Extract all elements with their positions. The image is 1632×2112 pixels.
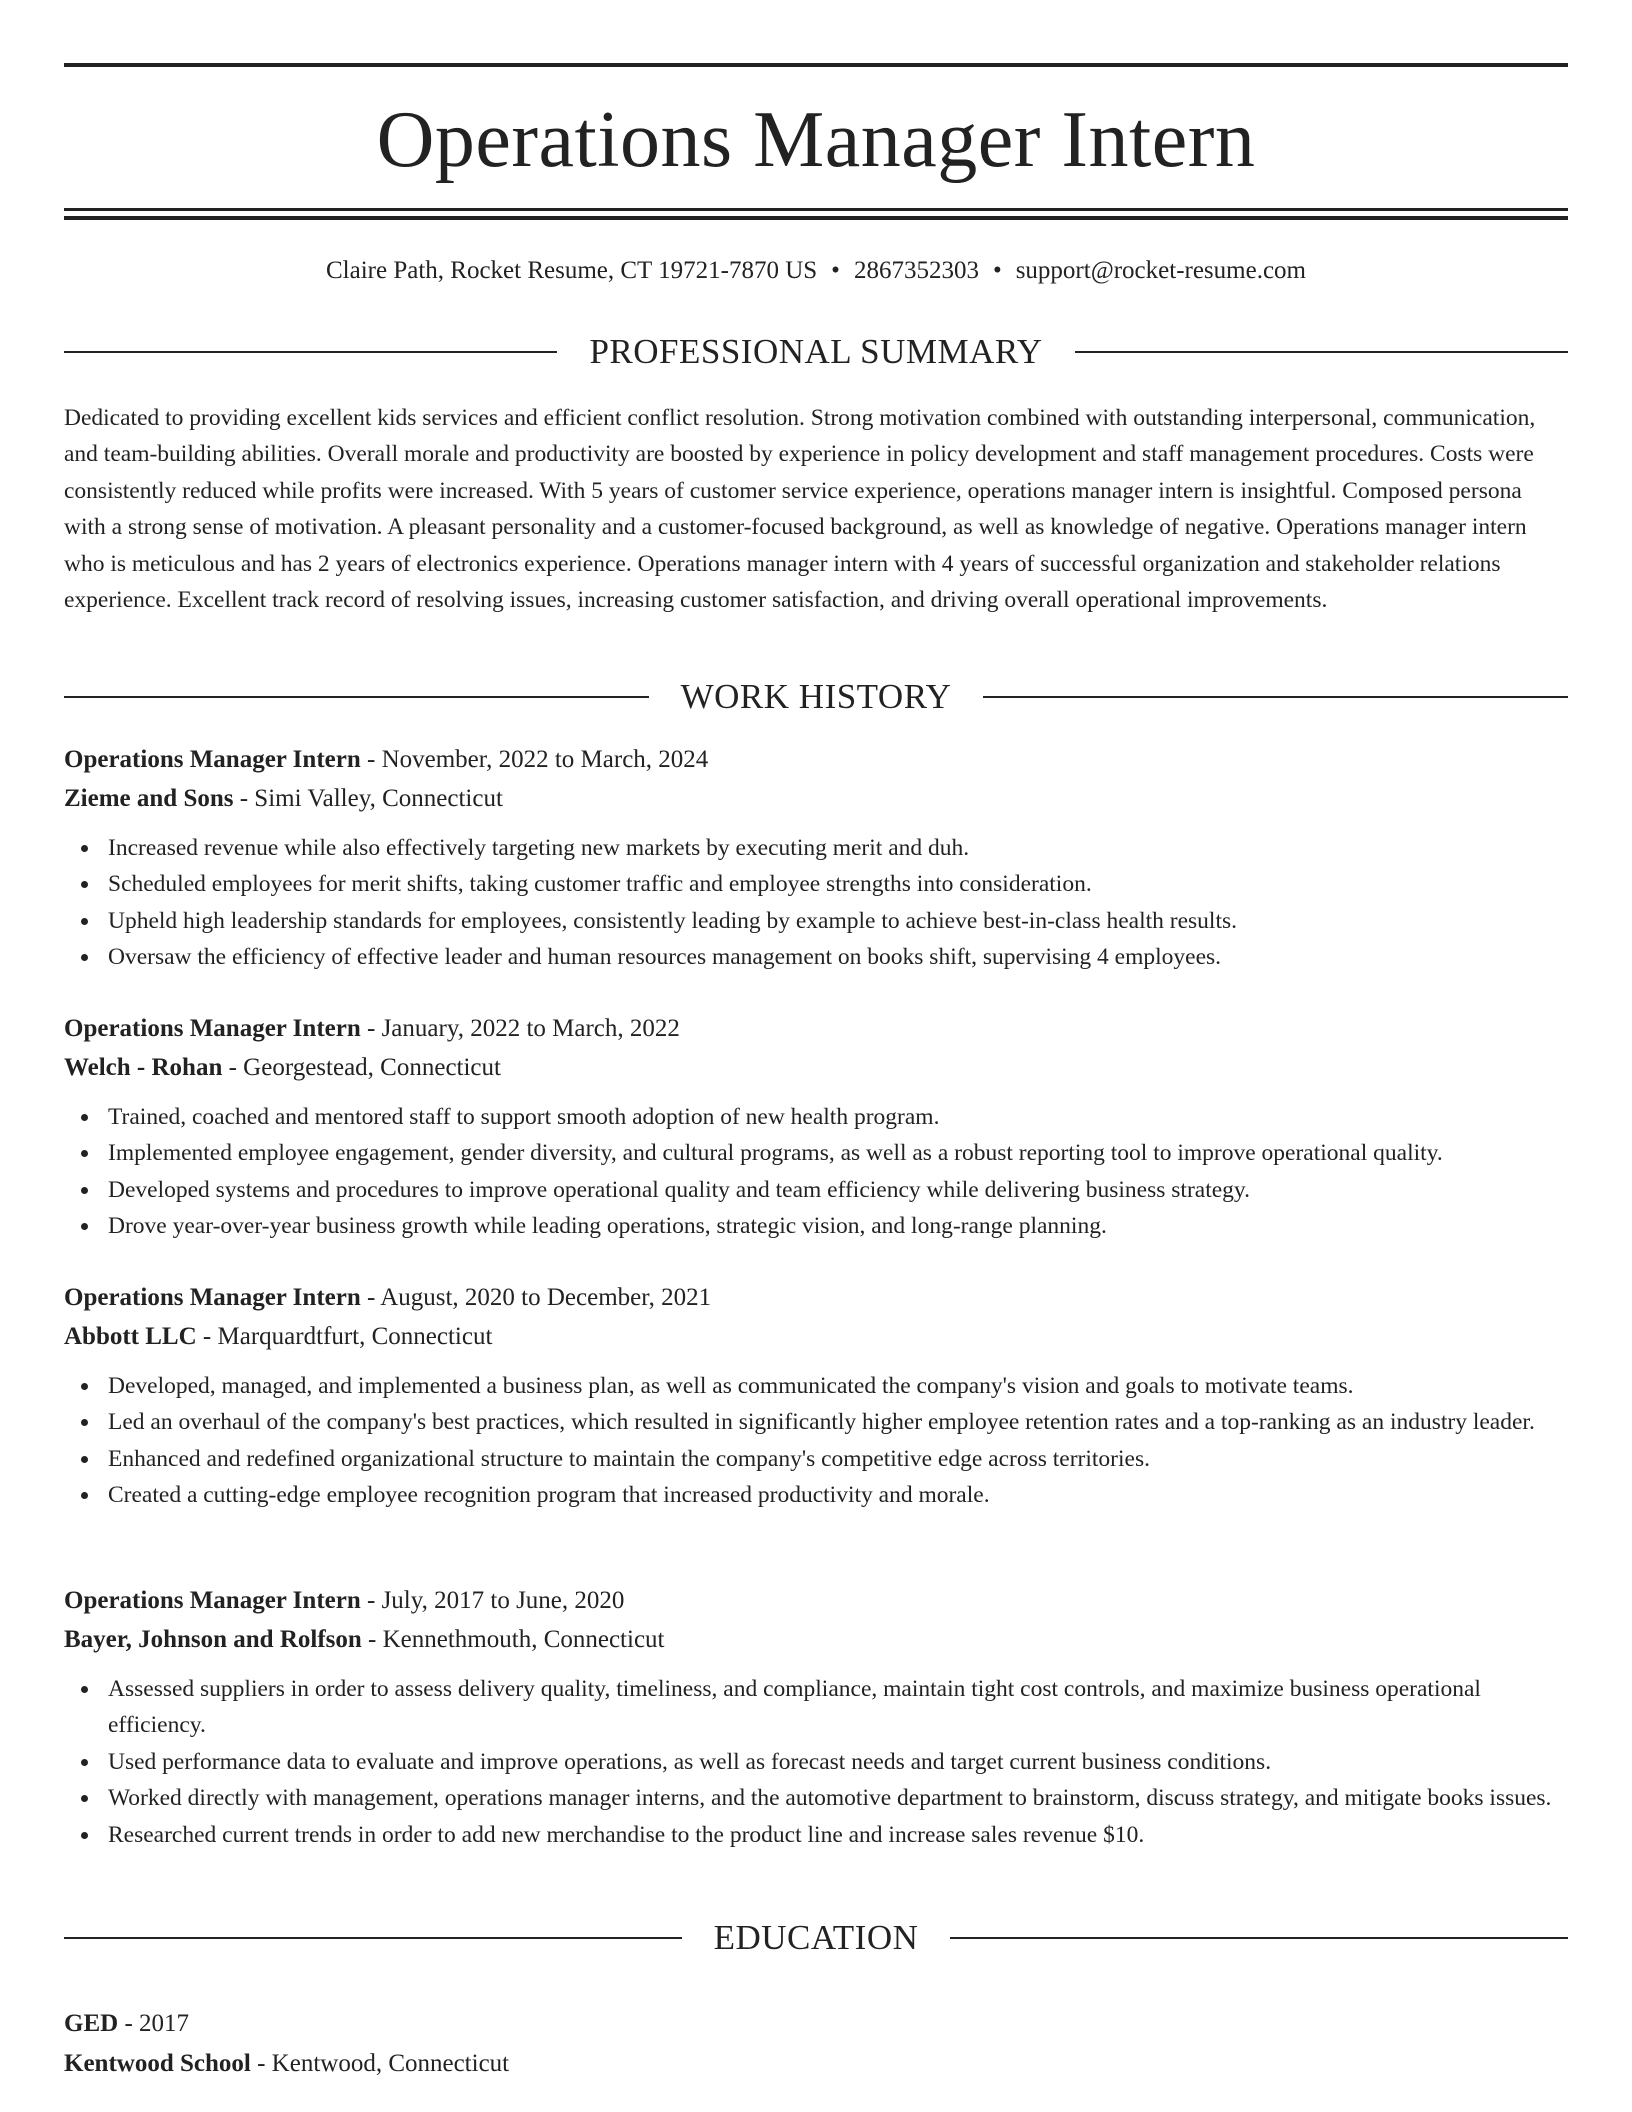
job-bullets	[64, 1099, 1568, 1245]
section-rule-right	[950, 1937, 1568, 1939]
section-header-summary	[64, 330, 1568, 374]
header-top-rule	[64, 63, 1568, 67]
job-title-line	[64, 1009, 1568, 1048]
job-location: - Kennethmouth, Connecticut	[361, 1626, 665, 1653]
section-title-education: EDUCATION	[713, 1918, 919, 1957]
job-title: Operations Manager Intern	[64, 746, 361, 773]
job-entry	[64, 740, 1568, 976]
section-title-summary: PROFESSIONAL SUMMARY	[589, 332, 1043, 371]
contact-separator: •	[831, 257, 840, 284]
education-entry	[64, 2004, 1568, 2084]
job-company-line	[64, 1620, 1568, 1659]
section-rule-right	[1075, 351, 1568, 353]
job-company: Abbott LLC	[64, 1323, 197, 1350]
job-company: Bayer, Johnson and Rolfson	[64, 1626, 362, 1653]
section-rule-left	[64, 1937, 682, 1939]
job-bullet: Used performance data to evaluate and improve operations, as well as forecast needs and target current business conditions.	[108, 1744, 1568, 1780]
job-bullet: Scheduled employees for merit shifts, taking customer traffic and employee strengths into consideration.	[108, 866, 1568, 902]
job-title-line	[64, 1581, 1568, 1620]
job-bullet: Enhanced and redefined organizational structure to maintain the company's competitive edge across territories.	[108, 1441, 1568, 1477]
contact-separator: •	[992, 257, 1002, 284]
job-bullet: Oversaw the efficiency of effective leader and human resources management on books shift, supervising 4 employees.	[108, 939, 1568, 975]
job-location: - Simi Valley, Connecticut	[233, 785, 503, 812]
section-header-education	[64, 1916, 1568, 1960]
contact-email: support@rocket-resume.com	[1015, 257, 1306, 284]
education-degree: GED	[64, 2010, 119, 2037]
job-location: - Georgestead, Connecticut	[222, 1054, 501, 1081]
header-double-rule-lower	[64, 216, 1568, 220]
job-company-line	[64, 1048, 1568, 1087]
job-bullet: Increased revenue while also effectively targeting new markets by executing merit and duh.	[108, 830, 1568, 866]
job-company: Zieme and Sons	[64, 785, 234, 812]
header-double-rule-upper	[64, 208, 1568, 211]
job-title: Operations Manager Intern	[64, 1587, 361, 1614]
resume-name-title: Operations Manager Intern	[376, 96, 1256, 184]
job-dates: - January, 2022 to March, 2022	[360, 1015, 680, 1042]
section-rule-left	[64, 351, 557, 353]
job-bullet: Assessed suppliers in order to assess delivery quality, timeliness, and compliance, maintain tight cost controls, and maximize business operational efficiency.	[108, 1671, 1568, 1744]
job-entry	[64, 1278, 1568, 1514]
job-bullet: Researched current trends in order to add new merchandise to the product line and increase sales revenue $10.	[108, 1817, 1568, 1853]
contact-phone: 2867352303	[853, 257, 979, 284]
contact-address: Claire Path, Rocket Resume, CT 19721-7870 US	[326, 257, 818, 284]
job-dates: - November, 2022 to March, 2024	[360, 746, 709, 773]
section-rule-left	[64, 696, 649, 698]
job-dates: - July, 2017 to June, 2020	[360, 1587, 625, 1614]
job-bullets	[64, 830, 1568, 976]
job-title: Operations Manager Intern	[64, 1015, 361, 1042]
job-bullet: Led an overhaul of the company's best practices, which resulted in significantly higher employee retention rates and a top-ranking as an industry leader.	[108, 1404, 1568, 1440]
education-location: - Kentwood, Connecticut	[250, 2050, 510, 2077]
education-school: Kentwood School	[64, 2050, 251, 2077]
job-bullets	[64, 1368, 1568, 1514]
job-location: - Marquardtfurt, Connecticut	[196, 1323, 493, 1350]
job-title-line	[64, 1278, 1568, 1317]
education-degree-line	[64, 2004, 1568, 2044]
job-company: Welch - Rohan	[64, 1054, 223, 1081]
job-dates: - August, 2020 to December, 2021	[360, 1284, 712, 1311]
section-title-work: WORK HISTORY	[680, 677, 952, 716]
job-entry	[64, 1009, 1568, 1245]
job-bullet: Worked directly with management, operations manager interns, and the automotive department to brainstorm, discuss strategy, and mitigate books issues.	[108, 1780, 1568, 1816]
job-title: Operations Manager Intern	[64, 1284, 361, 1311]
section-rule-right	[983, 696, 1568, 698]
job-company-line	[64, 779, 1568, 818]
job-entry	[64, 1581, 1568, 1853]
job-bullet: Trained, coached and mentored staff to support smooth adoption of new health program.	[108, 1099, 1568, 1135]
education-school-line	[64, 2044, 1568, 2084]
section-header-work	[64, 675, 1568, 719]
education-year: - 2017	[118, 2010, 190, 2037]
job-bullet: Drove year-over-year business growth while leading operations, strategic vision, and long-range planning.	[108, 1208, 1568, 1244]
job-bullet: Implemented employee engagement, gender diversity, and cultural programs, as well as a robust reporting tool to improve operational quality.	[108, 1135, 1568, 1171]
job-bullets	[64, 1671, 1568, 1853]
summary-text: Dedicated to providing excellent kids services and efficient conflict resolution. Strong motivation combined with outstanding interpersonal, communication, and team-building abilities. Overall morale and productivity are boosted by experience in policy development and staff management procedures. Costs were consistently reduced while profits were increased. With 5 years of customer service experience, operations manager intern is insightful. Composed persona with a strong sense of motivation. A pleasant personality and a customer-focused background, as well as knowledge of negative. Operations manager intern who is meticulous and has 2 years of electronics experience. Operations manager intern with 4 years of successful organization and stakeholder relations experience. Excellent track record of resolving issues, increasing customer satisfaction, and driving overall operational improvements.	[64, 405, 1536, 614]
job-title-line	[64, 740, 1568, 779]
job-bullet: Developed, managed, and implemented a business plan, as well as communicated the company's vision and goals to motivate teams.	[108, 1368, 1568, 1404]
contact-line	[64, 254, 1568, 288]
job-bullet: Developed systems and procedures to improve operational quality and team efficiency while delivering business strategy.	[108, 1172, 1568, 1208]
job-company-line	[64, 1317, 1568, 1356]
job-bullet: Upheld high leadership standards for employees, consistently leading by example to achieve best-in-class health results.	[108, 903, 1568, 939]
job-bullet: Created a cutting-edge employee recognition program that increased productivity and morale.	[108, 1477, 1568, 1513]
